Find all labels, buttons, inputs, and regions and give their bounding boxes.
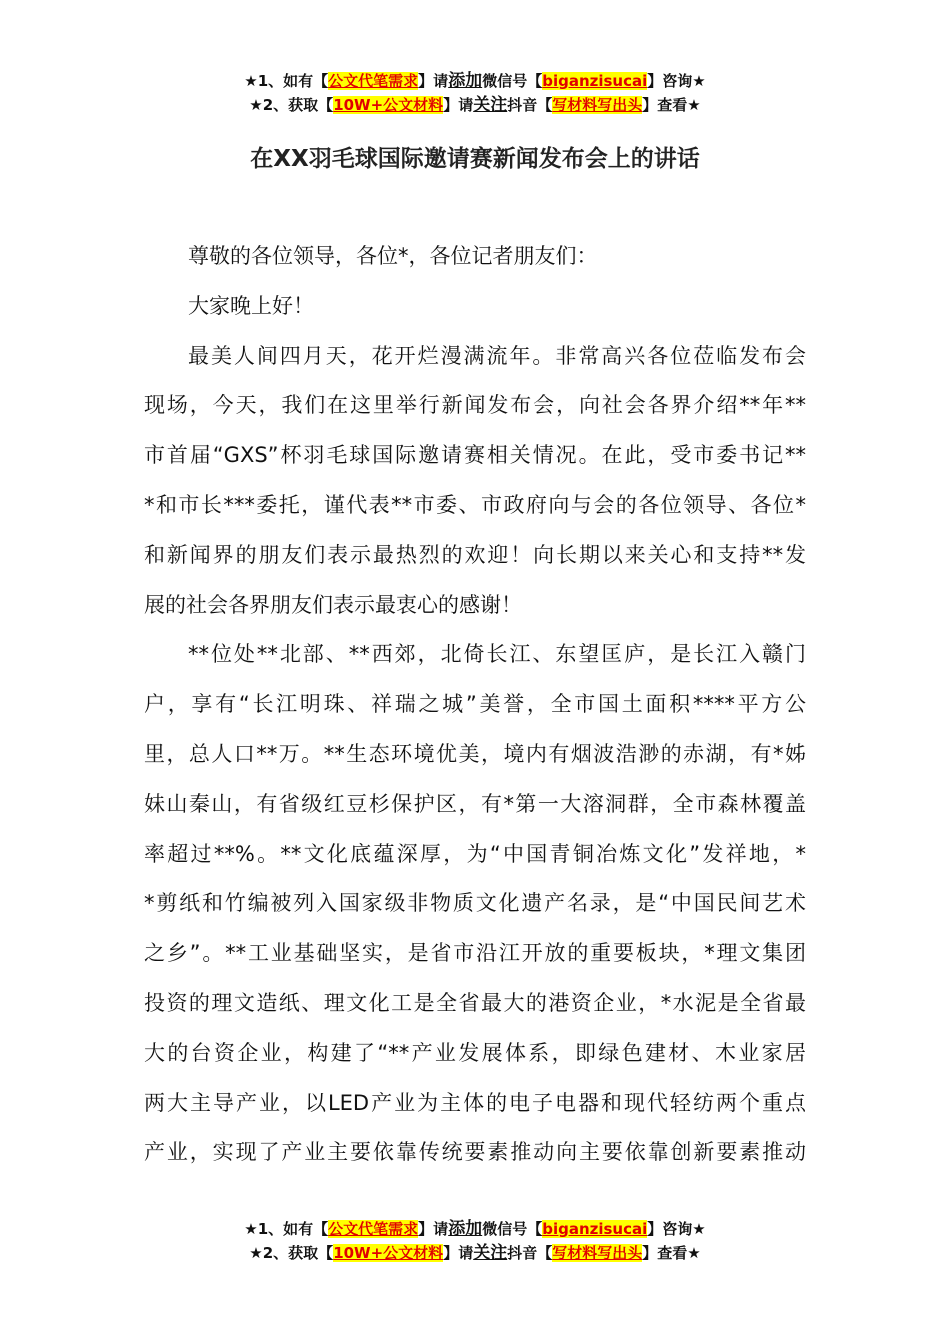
paragraph <box>144 282 806 332</box>
paragraph-line: 和新闻界的朋友们表示最热烈的欢迎！向长期以来关心和支持**发 <box>144 542 806 567</box>
paragraph <box>144 630 806 1178</box>
paragraph-line: **位处**北部、**西郊，北倚长江、东望匡庐，是长江入赣门 <box>188 642 806 667</box>
paragraph-line: 尊敬的各位领导，各位*，各位记者朋友们： <box>188 244 598 268</box>
banner-line-2: ★2、获取【10W+公文材料】请关注抖音【写材料写出头】查看★ <box>249 95 701 115</box>
banner-line-2: ★2、获取【10W+公文材料】请关注抖音【写材料写出头】查看★ <box>249 1243 701 1263</box>
highlight-text: 10W+公文材料 <box>333 1244 444 1262</box>
paragraph-line: *和市长***委托，谨代表**市委、市政府向与会的各位领导、各位* <box>144 492 806 517</box>
highlight-text: 10W+公文材料 <box>333 96 444 114</box>
underlined-text: 添加 <box>448 1219 483 1239</box>
header-banner <box>0 69 950 117</box>
footer-banner <box>0 1217 950 1265</box>
paragraph <box>144 332 806 631</box>
paragraph-line: 现场，今天，我们在这里举行新闻发布会，向社会各界介绍**年** <box>144 393 806 418</box>
paragraph-line: *剪纸和竹编被列入国家级非物质文化遗产名录，是“中国民间艺术 <box>144 891 806 916</box>
paragraph <box>144 232 806 282</box>
paragraph-line: 率超过**%。**文化底蕴深厚，为“中国青铜冶炼文化”发祥地，* <box>144 841 806 866</box>
paragraph-line: 大的台资企业，构建了“**产业发展体系，即绿色建材、木业家居 <box>144 1040 806 1065</box>
underlined-text: 关注 <box>473 1243 508 1263</box>
paragraph-line: 里，总人口**万。**生态环境优美，境内有烟波浩渺的赤湖，有*姊 <box>144 741 806 766</box>
document-body <box>144 232 806 1178</box>
douyin-id: 写材料写出头 <box>552 96 643 114</box>
paragraph-line: 市首届“GXS”杯羽毛球国际邀请赛相关情况。在此，受市委书记** <box>144 443 806 468</box>
paragraph-line: 大家晚上好！ <box>188 293 314 318</box>
paragraph-line: 两大主导产业，以LED产业为主体的电子电器和现代轻纺两个重点 <box>144 1090 806 1115</box>
wechat-id: biganzisucai <box>542 72 648 90</box>
underlined-text: 关注 <box>473 95 508 115</box>
banner-line-1: ★1、如有【公文代笔需求】请添加微信号【biganzisucai】咨询★ <box>244 71 706 91</box>
paragraph-line: 妹山秦山，有省级红豆杉保护区，有*第一大溶洞群，全市森林覆盖 <box>144 791 806 816</box>
paragraph-line: 之乡”。**工业基础坚实，是省市沿江开放的重要板块，*理文集团 <box>144 941 806 966</box>
paragraph-line: 户，享有“长江明珠、祥瑞之城”美誉，全市国土面积****平方公 <box>144 692 806 717</box>
underlined-text: 添加 <box>448 71 483 91</box>
paragraph-line: 展的社会各界朋友们表示最衷心的感谢！ <box>144 592 522 617</box>
paragraph-line: 产业，实现了产业主要依靠传统要素推动向主要依靠创新要素推动 <box>144 1140 806 1165</box>
paragraph-line: 投资的理文造纸、理文化工是全省最大的港资企业，*水泥是全省最 <box>144 990 806 1015</box>
document-title: 在XX羽毛球国际邀请赛新闻发布会上的讲话 <box>250 146 700 172</box>
paragraph-line: 最美人间四月天，花开烂漫满流年。非常高兴各位莅临发布会 <box>188 343 806 368</box>
douyin-id: 写材料写出头 <box>552 1244 643 1262</box>
highlight-text: 公文代笔需求 <box>328 1220 419 1238</box>
highlight-text: 公文代笔需求 <box>328 72 419 90</box>
banner-line-1: ★1、如有【公文代笔需求】请添加微信号【biganzisucai】咨询★ <box>244 1219 706 1239</box>
wechat-id: biganzisucai <box>542 1220 648 1238</box>
